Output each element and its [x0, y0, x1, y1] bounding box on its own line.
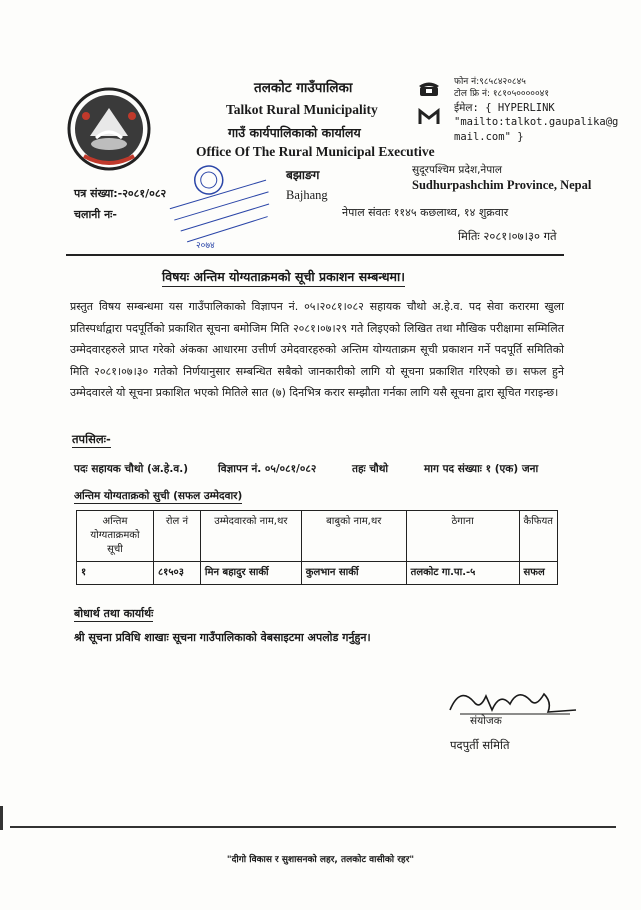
office-name-np: गाउँ कार्यपालिकाको कार्यालय [228, 125, 361, 140]
cell-candidate: मिन बहादुर सार्की [200, 562, 301, 585]
col-father: बाबुको नाम,थर [301, 511, 406, 562]
province-en: Sudhurpashchim Province, Nepal [412, 178, 592, 192]
phone-icon [418, 80, 440, 98]
cell-remarks: सफल [519, 562, 557, 585]
col-address: ठेगाना [406, 511, 519, 562]
footer-slogan: "दीगो विकास र सुशासनको लहर, तलकोट वासीको रहर" [226, 855, 415, 865]
gmail-icon [418, 108, 440, 126]
notice-body: प्रस्तुत विषय सम्बन्धमा यस गाउँपालिकाको विज्ञापन नं. ०५।२०८१।०८२ सहायक चौथो अ.हे.व. पद सेवा करारमा खुला प्रतिस्पर्धाद्वारा पदपूर्तिको प्रकाशित सूचना बमोजिम मिति २०८१।०७।२९ गते लिइएको लिखित तथा मौखिक परीक्षामा सम्मिलित उम्मेदवारहरुले प्राप्त गरेको अंकका आधारमा उत्तीर्ण उमेदवारहरुको अन्तिम योग्यताक्रम सूची प्रकाशन गर्ने पदपूर्ति समितिको मिति २०८१।०७।३० गतेको निर्णयानुसार सम्बन्धित सबैको जानकारीको लागि यो सूचना प्रकाशित गरिएको छ। सफल हुने उम्मेदवारले यो सूचना प्रकाशित भएको मितिले सात (७) दिनभित्र करार सम्झौता गर्नका लागि यसै सूचना द्वारा सूचित गराइन्छ। [70, 300, 564, 399]
col-rank: अन्तिम योग्यताक्रमको सूची [77, 511, 154, 562]
subject-line: विषयः अन्तिम योग्यताक्रमको सूची प्रकाशन सम्बन्धमा। [162, 268, 405, 287]
stamp-year: २०७४ [196, 241, 215, 250]
result-list-heading: अन्तिम योग्यताक्रको सुची (सफल उम्मेदवार) [74, 490, 243, 502]
demand-count: माग पद संख्याः १ (एक) जना [424, 463, 539, 475]
cell-address: तलकोट गा.पा.-५ [406, 562, 519, 585]
info-recipient: श्री सूचना प्रविधि शाखाः सूचना गाउँपालिकाको वेबसाइटमा अपलोड गर्नुहुन। [74, 631, 371, 644]
signatory-committee: पदपुर्ती समिति [450, 738, 510, 752]
post-name: पदः सहायक चौथो (अ.हे.व.) [74, 463, 188, 475]
cell-rank: १ [77, 562, 154, 585]
letter-number: पत्र संख्या:-२०८१/०८२ [74, 187, 167, 200]
table-header-row [77, 511, 558, 562]
table-row [77, 562, 558, 585]
handwritten-signature [440, 680, 580, 722]
province-np: सुदूरपश्चिम प्रदेश,नेपाल [412, 164, 503, 176]
col-roll: रोल नं [153, 511, 200, 562]
result-table [76, 510, 558, 585]
phone-number: फोन नं:९८५८४२०८४५ [454, 77, 526, 87]
details-heading: तपसिलः- [72, 432, 111, 446]
municipality-name-en: Talkot Rural Municipality [226, 102, 378, 117]
col-candidate: उम्मेदवारको नाम,थर [200, 511, 301, 562]
district-np: बझाङग [286, 168, 320, 182]
email-label: ईमेल: { HYPERLINK [454, 102, 555, 114]
col-remarks: कैफियत [519, 511, 557, 562]
dispatch-number: चलानी नः- [74, 208, 117, 221]
signatory-role: संयोजक [470, 715, 502, 727]
issue-date: मितिः २०८१।०७।३० गते [458, 229, 557, 243]
post-level: तहः चौथो [352, 463, 389, 475]
nepal-samvat-date: नेपाल संवतः ११४५ कछलाथ्व, १४ शुक्रवार [342, 206, 509, 219]
email-address-end: mail.com" } [454, 131, 524, 143]
municipality-name-np: तलकोट गाउँपालिका [254, 80, 353, 96]
footer-divider [10, 826, 616, 828]
info-heading: बोधार्थ तथा कार्यार्थः [74, 607, 154, 620]
nepal-emblem-icon [66, 86, 152, 172]
cell-father: कुलभान सार्की [301, 562, 406, 585]
district-en: Bajhang [286, 188, 328, 202]
cell-roll: ८१५०३ [153, 562, 200, 585]
office-name-en: Office Of The Rural Municipal Executive [196, 144, 435, 159]
header-divider [66, 254, 564, 256]
tollfree-number: टोल फ्रि नं: १८१०५०००००४१ [454, 89, 550, 99]
office-stamp [166, 158, 276, 250]
email-address[interactable]: "mailto:talkot.gaupalika@g [454, 116, 619, 128]
page-edge-mark [0, 806, 3, 830]
advert-number: विज्ञापन नं. ०५/०८१/०८२ [218, 463, 317, 475]
